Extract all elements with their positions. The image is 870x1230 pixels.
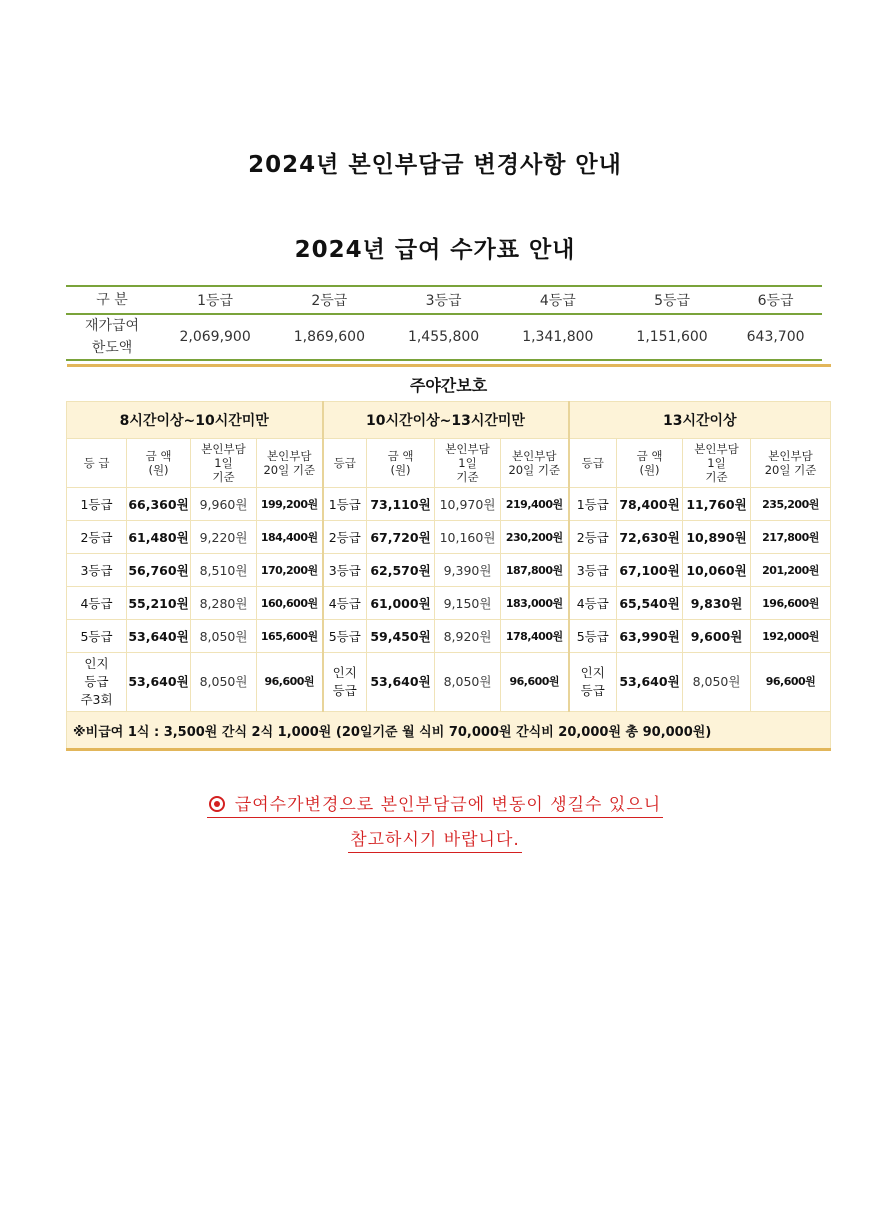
cell-amount: 61,480원 <box>127 521 191 554</box>
cell-20day: 96,600원 <box>501 653 569 712</box>
col-amount-1-top: 금 액 <box>145 449 172 463</box>
cell-day: 11,760원 <box>683 488 751 521</box>
notice-line-2 <box>0 825 870 850</box>
col-20-1 <box>257 439 323 488</box>
limit-grade-3: 3등급 <box>386 286 500 314</box>
col-20-3-bottom: 20일 기준 <box>764 463 817 477</box>
grade-a-line2: 등급 <box>84 674 109 689</box>
grade-c-line1: 인지 <box>580 665 605 680</box>
cell-day: 9,830원 <box>683 587 751 620</box>
row-grade <box>569 653 617 712</box>
limit-grade-4: 4등급 <box>501 286 615 314</box>
col-day-2-mid: 1일 <box>458 456 477 470</box>
table-row <box>67 620 831 653</box>
limit-value-2: 1,869,600 <box>272 314 386 360</box>
col-day-3 <box>683 439 751 488</box>
col-20-1-bottom: 20일 기준 <box>263 463 316 477</box>
col-amount-2 <box>367 439 435 488</box>
cell-day: 10,060원 <box>683 554 751 587</box>
row-grade: 1등급 <box>569 488 617 521</box>
daycare-note-row <box>67 712 831 750</box>
cell-20day: 219,400원 <box>501 488 569 521</box>
meal-note: ※비급여 1식 : 3,500원 간식 2식 1,000원 (20일기준 월 식비 70,000원 간식비 20,000원 총 90,000원) <box>67 712 831 750</box>
row-grade: 1등급 <box>323 488 367 521</box>
cell-amount: 67,100원 <box>617 554 683 587</box>
col-amount-2-bottom: (원) <box>390 463 411 477</box>
cell-day: 9,390원 <box>435 554 501 587</box>
limit-table <box>66 285 822 361</box>
cell-day: 8,920원 <box>435 620 501 653</box>
notice-line-1-text: 급여수가변경으로 본인부담금에 변동이 생길수 있으니 <box>234 795 662 815</box>
cell-20day: 183,000원 <box>501 587 569 620</box>
row-grade <box>323 653 367 712</box>
col-20-3 <box>751 439 831 488</box>
row-grade: 5등급 <box>569 620 617 653</box>
col-20-2-top: 본인부담 <box>512 449 557 463</box>
cell-day: 9,600원 <box>683 620 751 653</box>
row-grade: 2등급 <box>67 521 127 554</box>
cell-20day: 96,600원 <box>257 653 323 712</box>
col-grade-2: 등급 <box>323 439 367 488</box>
col-day-3-mid: 1일 <box>707 456 726 470</box>
col-20-3-top: 본인부담 <box>768 449 813 463</box>
col-day-2-top: 본인부담 <box>445 442 490 456</box>
limit-grade-6: 6등급 <box>729 286 822 314</box>
cell-amount: 59,450원 <box>367 620 435 653</box>
row-grade: 1등급 <box>67 488 127 521</box>
col-amount-3 <box>617 439 683 488</box>
row-grade: 3등급 <box>569 554 617 587</box>
cell-day: 9,150원 <box>435 587 501 620</box>
grade-b-line1: 인지 <box>332 665 357 680</box>
col-day-1-bottom: 기준 <box>212 470 235 484</box>
table-row <box>67 488 831 521</box>
limit-value-3: 1,455,800 <box>386 314 500 360</box>
cell-20day: 170,200원 <box>257 554 323 587</box>
table-row <box>67 521 831 554</box>
cell-amount: 65,540원 <box>617 587 683 620</box>
row-grade <box>67 653 127 712</box>
page-title: 2024년 본인부담금 변경사항 안내 <box>248 152 622 178</box>
limit-row-label <box>66 314 158 360</box>
row-grade: 2등급 <box>569 521 617 554</box>
cell-20day: 217,800원 <box>751 521 831 554</box>
col-day-2-bottom: 기준 <box>456 470 479 484</box>
group-header-2: 10시간이상~13시간미만 <box>323 402 569 439</box>
col-grade-1: 등 급 <box>67 439 127 488</box>
row-grade: 2등급 <box>323 521 367 554</box>
cell-amount: 63,990원 <box>617 620 683 653</box>
col-amount-1-bottom: (원) <box>148 463 169 477</box>
cell-20day: 96,600원 <box>751 653 831 712</box>
col-amount-1 <box>127 439 191 488</box>
row-grade: 5등급 <box>323 620 367 653</box>
cell-amount: 53,640원 <box>127 620 191 653</box>
row-grade: 4등급 <box>569 587 617 620</box>
cell-20day: 160,600원 <box>257 587 323 620</box>
grade-a-line1: 인지 <box>84 656 109 671</box>
cell-amount: 55,210원 <box>127 587 191 620</box>
col-grade-3: 등급 <box>569 439 617 488</box>
table-row <box>67 587 831 620</box>
limit-row-label-line1: 재가급여 <box>84 318 140 334</box>
col-20-1-top: 본인부담 <box>267 449 312 463</box>
cell-day: 10,160원 <box>435 521 501 554</box>
col-day-2 <box>435 439 501 488</box>
limit-header-label: 구 분 <box>66 286 158 314</box>
cell-day: 8,280원 <box>191 587 257 620</box>
cell-day: 8,050원 <box>683 653 751 712</box>
col-amount-3-bottom: (원) <box>639 463 660 477</box>
bullet-icon <box>209 796 225 812</box>
cell-20day: 201,200원 <box>751 554 831 587</box>
cell-day: 8,050원 <box>191 653 257 712</box>
col-day-3-top: 본인부담 <box>694 442 739 456</box>
col-day-1-top: 본인부담 <box>201 442 246 456</box>
cell-day: 10,970원 <box>435 488 501 521</box>
limit-grade-1: 1등급 <box>158 286 272 314</box>
daycare-title-row <box>67 366 831 402</box>
cell-amount: 53,640원 <box>617 653 683 712</box>
cell-20day: 178,400원 <box>501 620 569 653</box>
col-20-2-bottom: 20일 기준 <box>508 463 561 477</box>
cell-20day: 199,200원 <box>257 488 323 521</box>
cell-amount: 78,400원 <box>617 488 683 521</box>
daycare-title: 주야간보호 <box>67 366 831 402</box>
row-grade: 4등급 <box>67 587 127 620</box>
limit-value-5: 1,151,600 <box>615 314 729 360</box>
cell-amount: 61,000원 <box>367 587 435 620</box>
limit-grade-2: 2등급 <box>272 286 386 314</box>
cell-day: 9,960원 <box>191 488 257 521</box>
cell-amount: 62,570원 <box>367 554 435 587</box>
daycare-table <box>66 364 831 751</box>
cell-day: 8,510원 <box>191 554 257 587</box>
notice-line-1 <box>0 790 870 815</box>
col-day-1 <box>191 439 257 488</box>
limit-value-6: 643,700 <box>729 314 822 360</box>
cell-day: 10,890원 <box>683 521 751 554</box>
cell-day: 9,220원 <box>191 521 257 554</box>
notice-line-1-underline <box>207 795 663 818</box>
table-row <box>67 653 831 712</box>
cell-20day: 230,200원 <box>501 521 569 554</box>
limit-value-1: 2,069,900 <box>158 314 272 360</box>
cell-20day: 165,600원 <box>257 620 323 653</box>
limit-value-row <box>66 314 822 360</box>
cell-20day: 235,200원 <box>751 488 831 521</box>
cell-amount: 72,630원 <box>617 521 683 554</box>
limit-value-4: 1,341,800 <box>501 314 615 360</box>
cell-amount: 67,720원 <box>367 521 435 554</box>
col-day-1-mid: 1일 <box>214 456 233 470</box>
cell-20day: 187,800원 <box>501 554 569 587</box>
row-grade: 3등급 <box>323 554 367 587</box>
cell-20day: 192,000원 <box>751 620 831 653</box>
cell-amount: 56,760원 <box>127 554 191 587</box>
group-header-1: 8시간이상~10시간미만 <box>67 402 323 439</box>
cell-amount: 53,640원 <box>127 653 191 712</box>
daycare-group-row <box>67 402 831 439</box>
cell-20day: 196,600원 <box>751 587 831 620</box>
grade-b-line2: 등급 <box>332 683 357 698</box>
limit-header-row <box>66 286 822 314</box>
col-20-2 <box>501 439 569 488</box>
row-grade: 3등급 <box>67 554 127 587</box>
limit-grade-5: 5등급 <box>615 286 729 314</box>
limit-row-label-line2: 한도액 <box>91 340 133 356</box>
group-header-3: 13시간이상 <box>569 402 831 439</box>
cell-amount: 73,110원 <box>367 488 435 521</box>
col-amount-3-top: 금 액 <box>636 449 663 463</box>
cell-day: 8,050원 <box>435 653 501 712</box>
col-amount-2-top: 금 액 <box>387 449 414 463</box>
page-subtitle: 2024년 급여 수가표 안내 <box>294 237 576 263</box>
grade-a-line3: 주3회 <box>80 692 113 707</box>
table-row <box>67 554 831 587</box>
cell-20day: 184,400원 <box>257 521 323 554</box>
row-grade: 5등급 <box>67 620 127 653</box>
daycare-column-header-row <box>67 439 831 488</box>
cell-amount: 53,640원 <box>367 653 435 712</box>
row-grade: 4등급 <box>323 587 367 620</box>
cell-amount: 66,360원 <box>127 488 191 521</box>
cell-day: 8,050원 <box>191 620 257 653</box>
col-day-3-bottom: 기준 <box>705 470 728 484</box>
grade-c-line2: 등급 <box>580 683 605 698</box>
notice-line-2-text: 참고하시기 바랍니다. <box>348 830 522 853</box>
